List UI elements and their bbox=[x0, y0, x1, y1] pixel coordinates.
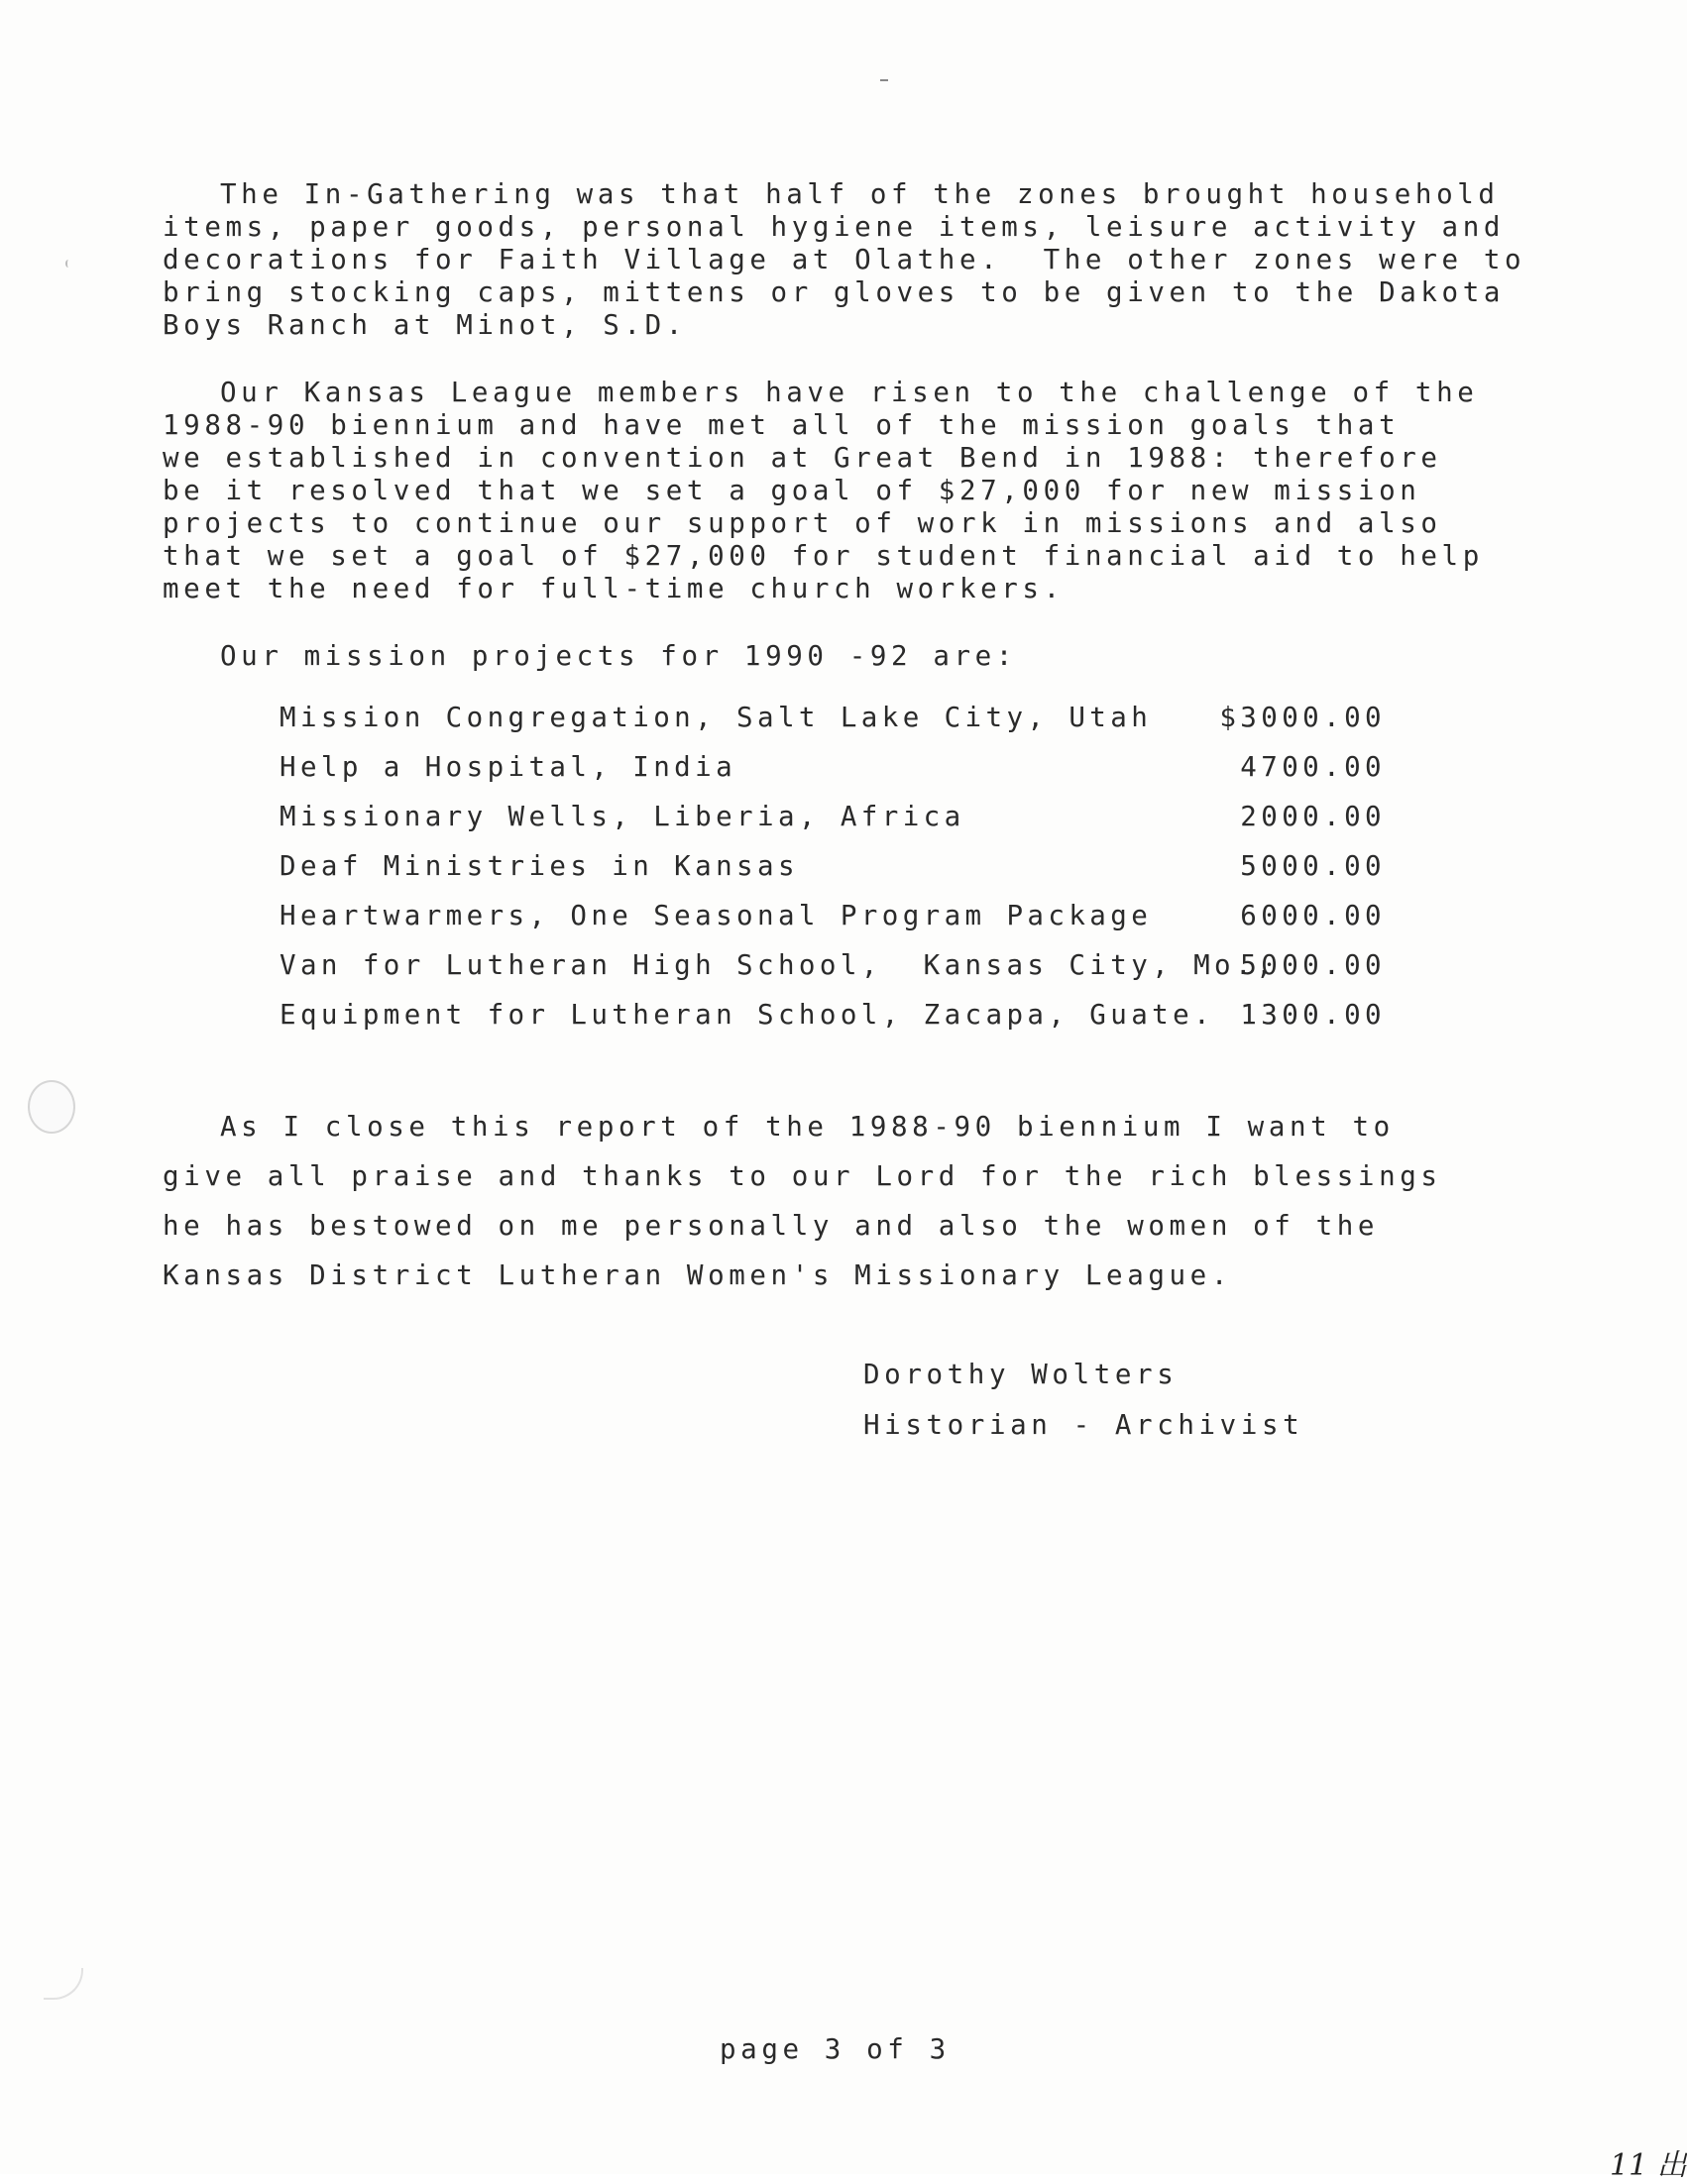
project-name: Equipment for Lutheran School, Zacapa, Guate. bbox=[280, 999, 1215, 1031]
paragraph-line: The In-Gathering was that half of the zones brought household bbox=[220, 178, 1500, 210]
paragraph-line: items, paper goods, personal hygiene items, leisure activity and bbox=[163, 211, 1506, 243]
paragraph-line: decorations for Faith Village at Olathe. The other zones were to bbox=[163, 244, 1526, 275]
project-name: Van for Lutheran High School, Kansas City, Mo., bbox=[280, 949, 1277, 981]
paragraph-line: he has bestowed on me personally and also the women of the bbox=[163, 1210, 1380, 1242]
paragraph-line: Kansas District Lutheran Women's Missionary League. bbox=[163, 1259, 1232, 1291]
paragraph-line: 1988-90 biennium and have met all of the mission goals that bbox=[163, 409, 1401, 441]
project-name: Missionary Wells, Liberia, Africa bbox=[280, 801, 965, 832]
project-amount: 6000.00 bbox=[1240, 900, 1386, 931]
project-amount: 1300.00 bbox=[1240, 999, 1386, 1031]
project-row bbox=[280, 850, 1400, 900]
paragraph-line: As I close this report of the 1988-90 biennium I want to bbox=[220, 1111, 1395, 1143]
paragraph-line: meet the need for full-time church workers. bbox=[163, 573, 1065, 604]
project-row bbox=[280, 900, 1400, 949]
signature-name: Dorothy Wolters bbox=[863, 1359, 1179, 1390]
paragraph-line: Boys Ranch at Minot, S.D. bbox=[163, 309, 687, 341]
project-row bbox=[280, 999, 1400, 1048]
signature-block bbox=[863, 1350, 1303, 1451]
paragraph-line: projects to continue our support of work in missions and also bbox=[163, 507, 1442, 539]
project-name: Mission Congregation, Salt Lake City, Utah bbox=[280, 702, 1153, 733]
paragraph-line: Our Kansas League members have risen to the challenge of the bbox=[220, 377, 1479, 408]
project-name: Deaf Ministries in Kansas bbox=[280, 850, 799, 882]
league-goals-paragraph bbox=[163, 377, 1530, 605]
mission-projects-list bbox=[280, 702, 1400, 1048]
project-row bbox=[280, 801, 1400, 850]
project-row bbox=[280, 751, 1400, 801]
paragraph-line: we established in convention at Great Bend in 1988: therefore bbox=[163, 442, 1442, 474]
scan-mark bbox=[880, 79, 888, 81]
project-amount: $3000.00 bbox=[1219, 702, 1386, 733]
signature-title: Historian - Archivist bbox=[863, 1409, 1304, 1441]
paragraph-line: give all praise and thanks to our Lord for the rich blessings bbox=[163, 1160, 1442, 1192]
paragraph-line: that we set a goal of $27,000 for student financial aid to help bbox=[163, 540, 1484, 572]
project-name: Heartwarmers, One Seasonal Program Package bbox=[280, 900, 1153, 931]
closing-paragraph bbox=[163, 1102, 1530, 1300]
margin-mark bbox=[65, 260, 71, 268]
project-row bbox=[280, 949, 1400, 999]
project-amount: 5000.00 bbox=[1240, 850, 1386, 882]
paragraph-line: be it resolved that we set a goal of $27,000 for new mission bbox=[163, 475, 1421, 506]
project-amount: 4700.00 bbox=[1240, 751, 1386, 783]
project-name: Help a Hospital, India bbox=[280, 751, 737, 783]
paragraph-line: bring stocking caps, mittens or gloves to be given to the Dakota bbox=[163, 276, 1506, 308]
in-gathering-paragraph bbox=[163, 178, 1530, 342]
scan-artifact bbox=[44, 1968, 83, 2000]
page-number: page 3 of 3 bbox=[720, 2033, 951, 2065]
project-row bbox=[280, 702, 1400, 751]
corner-annotation: 11 出 bbox=[1610, 2148, 1687, 2183]
projects-intro: Our mission projects for 1990 -92 are: bbox=[220, 640, 1017, 672]
project-amount: 2000.00 bbox=[1240, 801, 1386, 832]
punch-hole-mark bbox=[28, 1080, 75, 1134]
project-amount: 5000.00 bbox=[1240, 949, 1386, 981]
